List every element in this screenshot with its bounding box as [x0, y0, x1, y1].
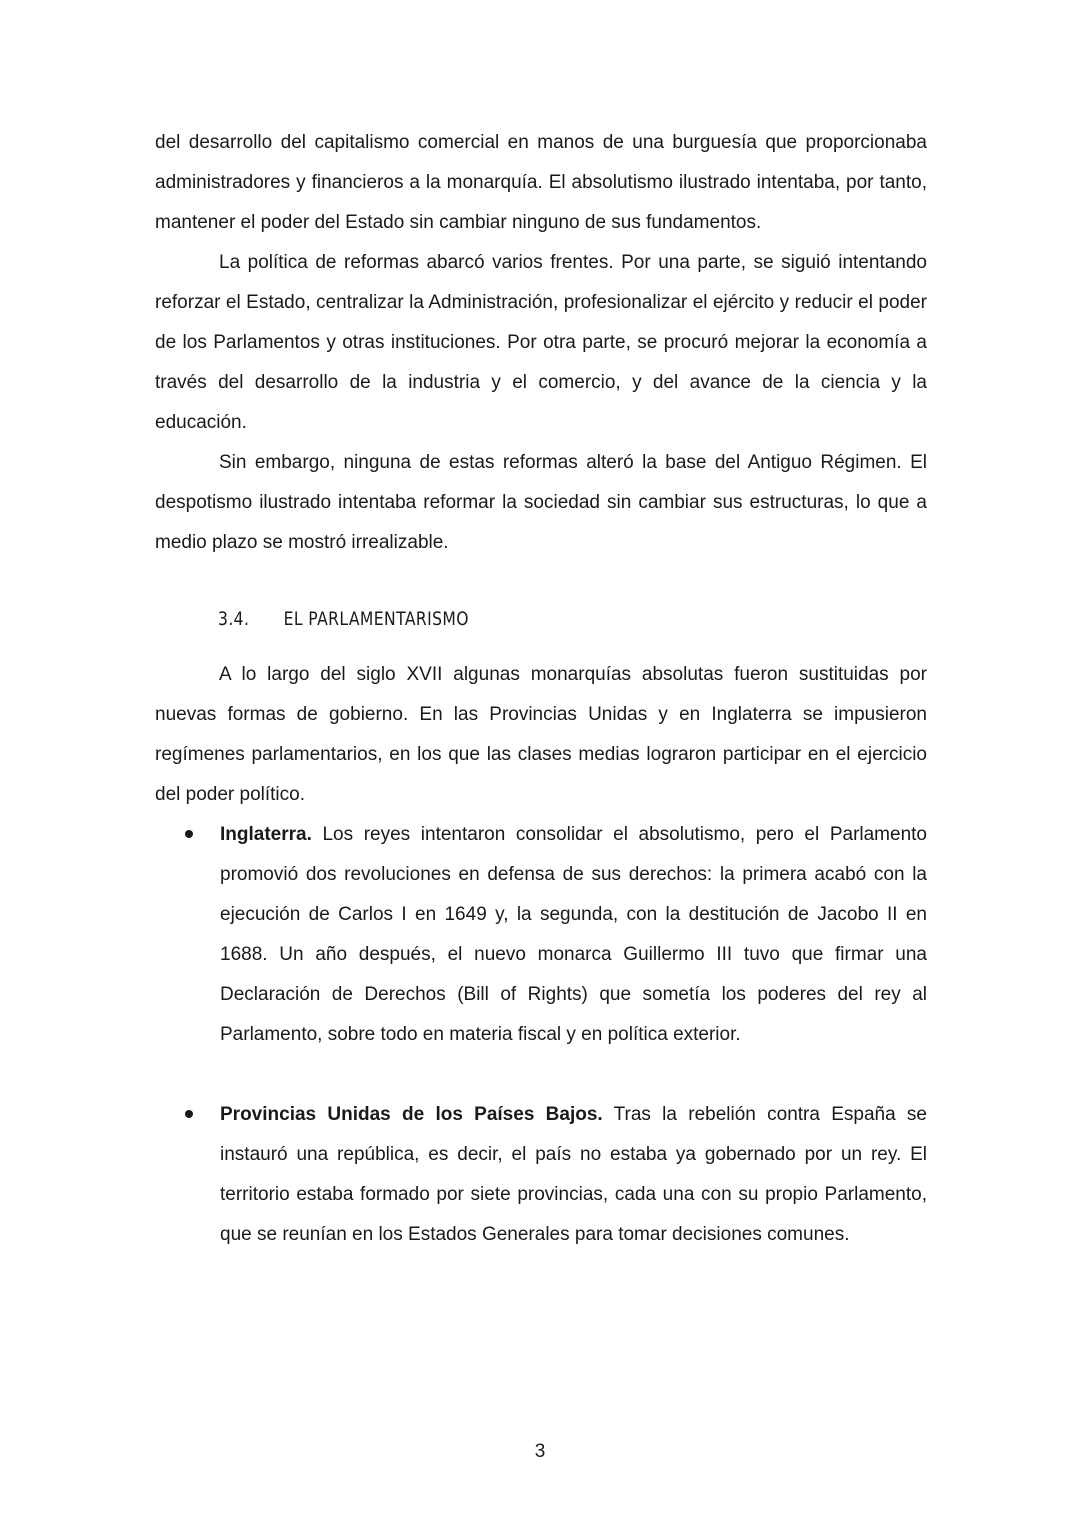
- bullet-icon: [185, 1110, 193, 1118]
- bullet-text: Los reyes intentaron consolidar el absolutismo, pero el Parlamento promovió dos revoluciones en defensa de sus derechos: la primera acabó con la ejecución de Carlos I en 1649 y, la segunda, con la destitución de Jacobo II en 1688. Un año después, el nuevo monarca Guillermo III tuvo que firmar una Declaración de Derechos (Bill of Rights) que sometía los poderes del rey al Parlamento, sobre todo en materia fiscal y en política exterior.: [220, 824, 927, 1045]
- list-item-inglaterra: [155, 815, 927, 1055]
- list-item-provincias: [155, 1095, 927, 1255]
- paragraph-absolutismo: del desarrollo del capitalismo comercial en manos de una burguesía que proporcionaba administradores y financieros a la monarquía. El absolutismo ilustrado intentaba, por tanto, mantener el poder del Estado sin cambiar ninguno de sus fundamentos.: [155, 132, 927, 233]
- paragraph-parlamentarismo: A lo largo del siglo XVII algunas monarquías absolutas fueron sustituidas por nuevas formas de gobierno. En las Provincias Unidas y en Inglaterra se impusieron regímenes parlamentarios, en los que las clases medias lograron participar en el ejercicio del poder político.: [155, 664, 927, 805]
- bullet-icon: [185, 830, 193, 838]
- bullet-title: Provincias Unidas de los Países Bajos.: [220, 1104, 603, 1125]
- paragraph-reformas: La política de reformas abarcó varios frentes. Por una parte, se siguió intentando reforzar el Estado, centralizar la Administración, profesionalizar el ejército y reducir el poder de los Parlamentos y otras instituciones. Por otra parte, se procuró mejorar la economía a través del desarrollo de la industria y el comercio, y del avance de la ciencia y la educación.: [155, 252, 927, 433]
- bullet-text: Tras la rebelión contra España se instauró una república, es decir, el país no estaba ya gobernado por un rey. El territorio estaba formado por siete provincias, cada una con su propio Parlamento, que se reunían en los Estados Generales para tomar decisiones comunes.: [220, 1104, 927, 1245]
- bullet-title: Inglaterra.: [220, 824, 312, 845]
- section-title: EL PARLAMENTARISMO: [283, 608, 469, 630]
- intro-text-block: [155, 123, 927, 563]
- bullet-list-provincias: [155, 1095, 927, 1255]
- bullet-list-inglaterra: [155, 815, 927, 1055]
- parlamentarismo-text-block: [155, 655, 927, 815]
- section-number: 3.4.: [218, 608, 250, 630]
- section-heading: [218, 608, 469, 630]
- paragraph-antiguo-regimen: Sin embargo, ninguna de estas reformas alteró la base del Antiguo Régimen. El despotismo ilustrado intentaba reformar la sociedad sin cambiar sus estructuras, lo que a medio plazo se mostró irrealizable.: [155, 452, 927, 553]
- page-number: 3: [534, 1441, 546, 1462]
